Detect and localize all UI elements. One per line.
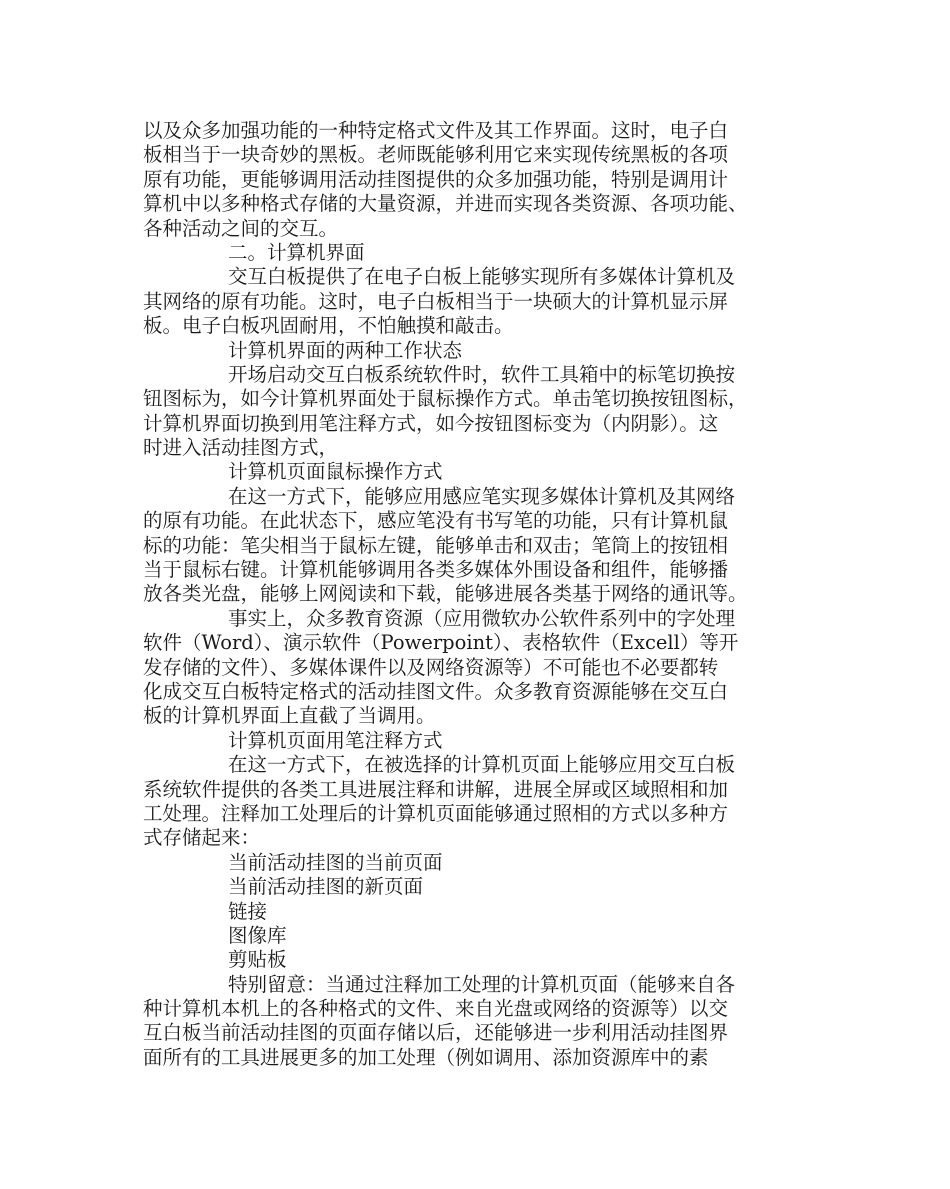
text-line: 系统软件提供的各类工具进展注释和讲解，进展全屏或区域照相和加 xyxy=(143,777,729,801)
text-line: 特别留意：当通过注释加工处理的计算机页面（能够来自各 xyxy=(228,972,736,996)
text-line: 式存储起来： xyxy=(143,826,261,850)
text-line: 交互白板提供了在电子白板上能够实现所有多媒体计算机及 xyxy=(228,265,736,289)
text-line: 钮图标为，如今计算机界面处于鼠标操作方式。单击笔切换按钮图标， xyxy=(143,387,748,411)
text-line: 图像库 xyxy=(228,923,287,947)
text-line: 计算机界面切换到用笔注释方式，如今按钮图标变为（内阴影）。这 xyxy=(143,411,719,435)
text-line: 当于鼠标右键。计算机能够调用各类多媒体外围设备和组件，能够播 xyxy=(143,558,729,582)
text-line: 板。电子白板巩固耐用，不怕触摸和敲击。 xyxy=(143,314,514,338)
text-line: 剪贴板 xyxy=(228,948,287,972)
text-line: 板的计算机界面上直截了当调用。 xyxy=(143,704,436,728)
document-body xyxy=(143,119,823,1070)
text-line: 其网络的原有功能。这时，电子白板相当于一块硕大的计算机显示屏 xyxy=(143,289,729,313)
text-line: 板相当于一块奇妙的黑板。老师既能够利用它来实现传统黑板的各项 xyxy=(143,143,729,167)
text-line: 软件（Word）、演示软件（Powerpoint）、表格软件（Excell）等开 xyxy=(143,631,739,655)
text-line: 算机中以多种格式存储的大量资源，并进而实现各类资源、各项功能、 xyxy=(143,192,748,216)
text-line: 链接 xyxy=(228,899,268,923)
text-line: 各种活动之间的交互。 xyxy=(143,216,339,240)
text-line: 以及众多加强功能的一种特定格式文件及其工作界面。这时，电子白 xyxy=(143,119,729,142)
text-line: 发存储的文件）、多媒体课件以及网络资源等）不可能也不必要都转 xyxy=(143,655,719,679)
text-line: 在这一方式下，在被选择的计算机页面上能够应用交互白板 xyxy=(228,753,736,777)
text-line: 原有功能，更能够调用活动挂图提供的众多加强功能，特别是调用计 xyxy=(143,167,729,191)
text-line: 的原有功能。在此状态下，感应笔没有书写笔的功能，只有计算机鼠 xyxy=(143,509,729,533)
text-line: 标的功能：笔尖相当于鼠标左键，能够单击和双击；笔筒上的按钮相 xyxy=(143,533,729,557)
text-line: 事实上，众多教育资源（应用微软办公软件系列中的字处理 xyxy=(228,606,736,630)
text-line: 计算机页面鼠标操作方式 xyxy=(228,460,443,484)
text-line: 互白板当前活动挂图的页面存储以后，还能够进一步利用活动挂图界 xyxy=(143,1021,729,1045)
text-line: 计算机界面的两种工作状态 xyxy=(228,338,463,362)
text-line: 种计算机本机上的各种格式的文件、来自光盘或网络的资源等）以交 xyxy=(143,997,729,1021)
text-line: 当前活动挂图的新页面 xyxy=(228,875,424,899)
text-line: 时进入活动挂图方式， xyxy=(143,436,339,460)
text-line: 开场启动交互白板系统软件时，软件工具箱中的标笔切换按 xyxy=(228,362,736,386)
text-line: 化成交互白板特定格式的活动挂图文件。众多教育资源能够在交互白 xyxy=(143,679,729,703)
text-line: 当前活动挂图的当前页面 xyxy=(228,850,443,874)
text-line: 二。计算机界面 xyxy=(228,240,365,264)
text-line: 放各类光盘，能够上网阅读和下载，能够进展各类基于网络的通讯等。 xyxy=(143,582,748,606)
text-line: 在这一方式下，能够应用感应笔实现多媒体计算机及其网络 xyxy=(228,484,736,508)
text-line: 面所有的工具进展更多的加工处理（例如调用、添加资源库中的素 xyxy=(143,1045,709,1069)
text-line: 计算机页面用笔注释方式 xyxy=(228,728,443,752)
text-line: 工处理。注释加工处理后的计算机页面能够通过照相的方式以多种方 xyxy=(143,801,729,825)
